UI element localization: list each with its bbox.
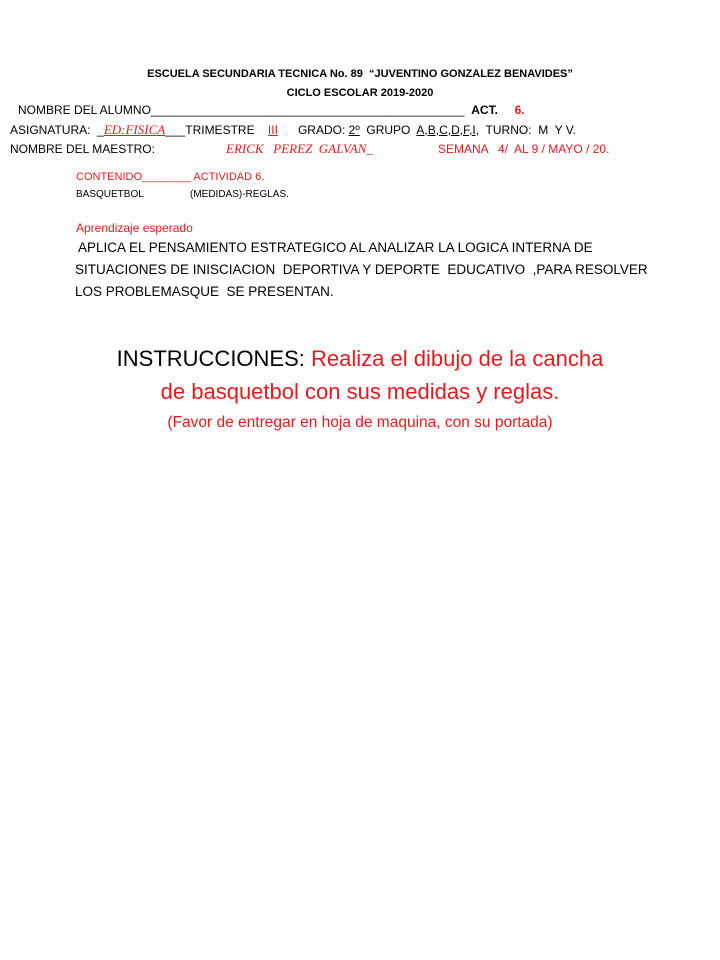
learning-label: Aprendizaje esperado bbox=[76, 221, 193, 235]
content-detail: (MEDIDAS)-REGLAS. bbox=[190, 189, 289, 200]
instructions-label: INSTRUCCIONES: bbox=[116, 346, 305, 371]
group-value: A,B,C,D,F,I, bbox=[416, 123, 480, 137]
subject-value: ED:FISICA bbox=[103, 122, 166, 137]
school-cycle: CICLO ESCOLAR 2019-2020 bbox=[286, 87, 434, 99]
teacher-name: ERICK PEREZ GALVAN_ bbox=[226, 141, 373, 156]
instructions-note: (Favor de entregar en hoja de maquina, con su portada) bbox=[167, 414, 553, 431]
subject-suffix: ___ bbox=[165, 123, 186, 137]
grade-value: 2º bbox=[348, 123, 360, 137]
week-dates: SEMANA 4/ AL 9 / MAYO / 20. bbox=[438, 142, 610, 156]
subject-line bbox=[10, 122, 576, 138]
student-name-line bbox=[18, 103, 525, 117]
subject-label: ASIGNATURA: bbox=[10, 123, 91, 137]
student-name-label: NOMBRE DEL ALUMNO bbox=[18, 103, 151, 117]
shift-label: TURNO: M Y V. bbox=[485, 123, 577, 137]
grade-label: GRADO: bbox=[297, 123, 346, 137]
content-label: CONTENIDO________ ACTIVIDAD 6. bbox=[76, 171, 265, 183]
subject-prefix: _ bbox=[97, 123, 104, 137]
learning-line-2: SITUACIONES DE INISCIACION DEPORTIVA Y DEPORTE EDUCATIVO ,PARA RESOLVER bbox=[75, 262, 648, 277]
teacher-label: NOMBRE DEL MAESTRO: bbox=[10, 142, 155, 156]
term-label: TRIMESTRE bbox=[185, 123, 255, 137]
school-name: ESCUELA SECUNDARIA TECNICA No. 89 “JUVENTINO GONZALEZ BENAVIDES” bbox=[147, 68, 573, 80]
term-value: III bbox=[267, 123, 278, 137]
learning-line-1: APLICA EL PENSAMIENTO ESTRATEGICO AL ANALIZAR LA LOGICA INTERNA DE bbox=[75, 240, 593, 255]
instructions-line-1 bbox=[0, 346, 720, 372]
instructions-text-1: Realiza el dibujo de la cancha bbox=[311, 346, 604, 371]
content-topic: BASQUETBOL bbox=[76, 189, 144, 200]
act-label: ACT. bbox=[471, 103, 498, 117]
student-name-blank: _______________________________________________ bbox=[150, 103, 465, 117]
act-value: 6. bbox=[514, 103, 525, 117]
group-label: GRUPO bbox=[366, 123, 411, 137]
learning-line-3: LOS PROBLEMASQUE SE PRESENTAN. bbox=[75, 284, 334, 299]
instructions-text-2: de basquetbol con sus medidas y reglas. bbox=[160, 379, 560, 404]
